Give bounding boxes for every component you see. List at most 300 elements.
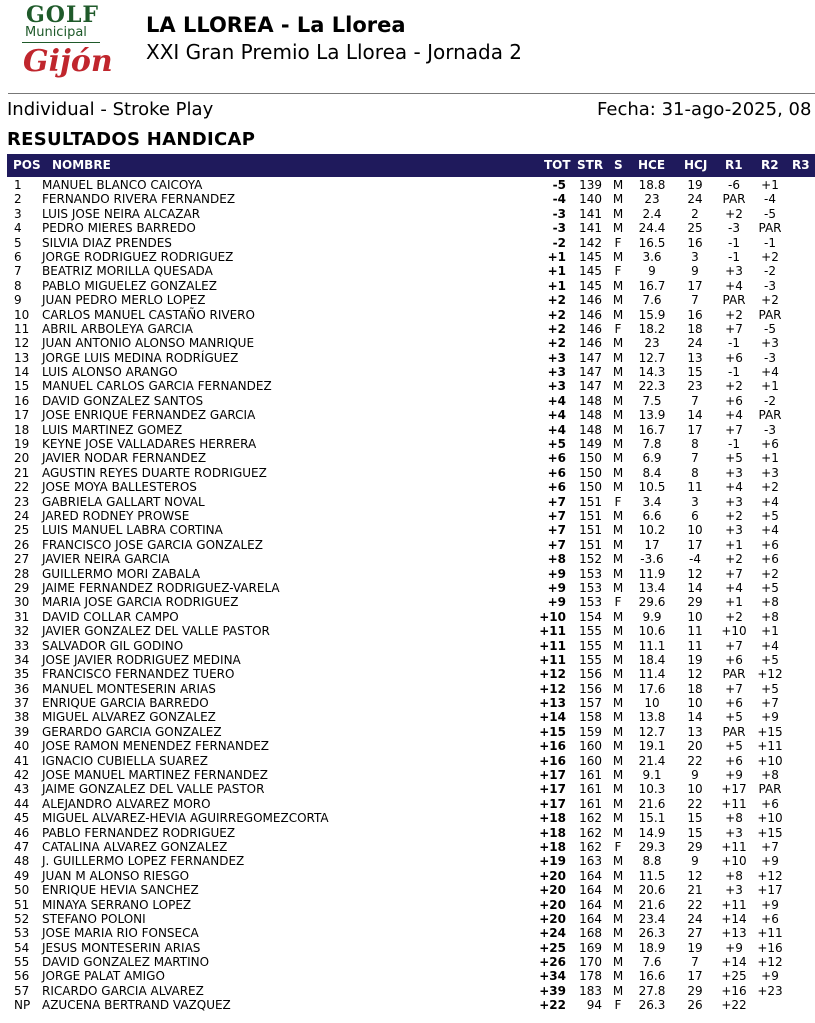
cell-hcj: 14 [687,710,703,725]
cell-hcj: 29 [687,839,703,854]
cell-r1: +22 [721,998,747,1013]
cell-pos: 22 [14,480,30,495]
cell-r2: -4 [764,192,776,207]
table-row [0,480,815,494]
cell-r1: +10 [721,854,747,869]
cell-pos: 53 [14,926,30,941]
table-row [0,768,815,782]
cell-r1: +2 [725,206,743,221]
table-row [0,466,815,480]
cell-s: M [612,350,624,365]
cell-tot: +3 [547,379,566,394]
cell-tot: +2 [547,307,566,322]
cell-hce: 10.5 [638,480,666,495]
cell-hcj: 12 [687,566,703,581]
cell-str: 150 [579,451,602,466]
cell-hcj: 19 [687,178,703,192]
cell-s: M [612,508,624,523]
cell-hce: 17.6 [638,681,666,696]
cell-hce: 15.9 [638,307,666,322]
cell-str: 153 [579,566,602,581]
cell-str: 145 [579,264,602,279]
cell-tot: +4 [547,393,566,408]
cell-name: MIGUEL ALVAREZ-HEVIA AGUIRREGOMEZCORTA [42,811,329,826]
cell-hcj: 19 [687,940,703,955]
table-row [0,969,815,983]
cell-pos: 48 [14,854,30,869]
cell-str: 162 [579,825,602,840]
cell-s: M [612,465,624,480]
cell-pos: 55 [14,955,30,970]
cell-tot: +7 [547,523,566,538]
cell-r1: +3 [725,264,743,279]
cell-hcj: 10 [687,523,703,538]
cell-hcj: 2 [691,206,699,221]
cell-s: M [612,537,624,552]
cell-s: M [612,624,624,639]
cell-tot: +39 [539,983,566,998]
table-row [0,495,815,509]
cell-hce: 21.6 [638,897,666,912]
cell-r2: +23 [757,983,783,998]
cell-hce: 22.3 [638,379,666,394]
cell-hcj: 16 [687,307,703,322]
cell-hce: 26.3 [638,998,666,1013]
cell-pos: 52 [14,911,30,926]
cell-name: LUIS ALONSO ARANGO [42,365,178,380]
cell-r2: +5 [761,580,779,595]
cell-hcj: 13 [687,350,703,365]
cell-r1: +16 [721,983,747,998]
cell-pos: 3 [14,206,22,221]
cell-r1: +2 [725,552,743,567]
cell-hcj: 9 [691,768,699,783]
cell-hcj: 24 [687,192,703,207]
cell-s: M [612,192,624,207]
cell-hce: 9.1 [642,768,662,783]
cell-tot: +2 [547,336,566,351]
cell-name: CATALINA ALVAREZ GONZALEZ [42,839,228,854]
cell-name: JUAN ANTONIO ALONSO MANRIQUE [42,336,255,351]
cell-tot: +1 [547,264,566,279]
cell-name: FERNANDO RIVERA FERNANDEZ [42,192,236,207]
cell-hcj: 10 [687,609,703,624]
cell-hcj: 22 [687,753,703,768]
cell-tot: +4 [547,408,566,423]
page-subtitle: XXI Gran Premio La Llorea - Jornada 2 [146,40,523,64]
cell-r2: +2 [761,293,779,308]
cell-hcj: 22 [687,796,703,811]
cell-name: JAVIER GONZALEZ DEL VALLE PASTOR [42,624,270,639]
cell-r1: +5 [725,451,743,466]
cell-r2: +4 [761,494,779,509]
cell-hce: 15.1 [638,811,666,826]
cell-pos: 18 [14,422,30,437]
cell-str: 162 [579,839,602,854]
cell-hce: 14.9 [638,825,666,840]
results-table-body [0,178,815,1013]
cell-pos: 17 [14,408,30,423]
cell-hce: 10.6 [638,624,666,639]
cell-tot: +7 [547,508,566,523]
cell-hce: 9 [648,264,656,279]
cell-hcj: 17 [687,278,703,293]
cell-r1: PAR [722,293,746,308]
cell-tot: +6 [547,451,566,466]
cell-pos: 31 [14,609,30,624]
cell-name: JORGE LUIS MEDINA RODRÍGUEZ [42,350,239,365]
cell-r1: +4 [725,278,743,293]
cell-s: M [612,609,624,624]
cell-r1: +6 [725,393,743,408]
cell-pos: NP [14,998,31,1013]
cell-hcj: 7 [691,451,699,466]
cell-s: M [612,437,624,452]
cell-pos: 37 [14,696,30,711]
cell-name: JAVIER NODAR FERNANDEZ [42,451,207,466]
cell-r2: +4 [761,638,779,653]
golf-municipal-gijon-logo [22,2,113,86]
cell-name: FRANCISCO FERNANDEZ TUERO [42,667,235,682]
cell-s: M [612,681,624,696]
cell-hcj: 7 [691,393,699,408]
table-row [0,351,815,365]
cell-str: 146 [579,336,602,351]
cell-pos: 34 [14,652,30,667]
logo-city-text: Gijón [23,44,113,79]
cell-s: M [612,638,624,653]
cell-hce: 6.6 [642,508,662,523]
cell-r1: +10 [721,624,747,639]
cell-r1: +8 [725,868,743,883]
cell-hcj: 3 [691,249,699,264]
cell-s: F [614,321,622,336]
cell-str: 146 [579,321,602,336]
col-r1: R1 [725,158,743,172]
cell-tot: +19 [539,854,566,869]
cell-hce: 16.5 [638,235,666,250]
cell-str: 162 [579,811,602,826]
cell-r2: +4 [761,523,779,538]
cell-pos: 10 [14,307,30,322]
cell-str: 151 [579,508,602,523]
cell-name: SALVADOR GIL GODINO [42,638,184,653]
cell-hcj: 24 [687,911,703,926]
cell-r1: PAR [722,192,746,207]
cell-r1: +13 [721,926,747,941]
cell-str: 152 [579,552,602,567]
page-title: LA LLOREA - La Llorea [146,13,406,37]
cell-name: PABLO FERNANDEZ RODRIGUEZ [42,825,236,840]
cell-str: 160 [579,753,602,768]
cell-tot: +10 [539,609,566,624]
cell-s: M [612,221,624,236]
cell-r1: +7 [725,566,743,581]
cell-str: 155 [579,652,602,667]
table-row [0,581,815,595]
cell-r1: +1 [725,595,743,610]
cell-hce: 3.4 [642,494,662,509]
cell-str: 148 [579,422,602,437]
cell-pos: 45 [14,811,30,826]
cell-str: 155 [579,638,602,653]
cell-hce: 8.8 [642,854,662,869]
cell-str: 147 [579,350,602,365]
cell-r1: +4 [725,580,743,595]
cell-str: 161 [579,768,602,783]
cell-pos: 32 [14,624,30,639]
cell-r1: +11 [721,897,747,912]
cell-name: JOSE ENRIQUE FERNANDEZ GARCIA [42,408,256,423]
cell-name: DAVID GONZALEZ MARTINO [42,955,210,970]
cell-tot: +6 [547,480,566,495]
cell-hce: 14.3 [638,365,666,380]
cell-str: 164 [579,883,602,898]
cell-r2: +9 [761,969,779,984]
cell-str: 145 [579,249,602,264]
cell-name: DAVID GONZALEZ SANTOS [42,393,204,408]
cell-name: MARIA JOSE GARCIA RODRIGUEZ [42,595,239,610]
cell-hcj: 7 [691,293,699,308]
cell-r2: +5 [761,652,779,667]
cell-s: M [612,523,624,538]
cell-hcj: 7 [691,955,699,970]
table-row [0,264,815,278]
cell-r2: -3 [764,278,776,293]
cell-r2: +17 [757,883,783,898]
cell-s: M [612,724,624,739]
cell-pos: 26 [14,537,30,552]
cell-r2: +10 [757,811,783,826]
cell-pos: 1 [14,178,22,192]
cell-hcj: 21 [687,883,703,898]
cell-name: MIGUEL ALVAREZ GONZALEZ [42,710,216,725]
cell-r2: -3 [764,350,776,365]
cell-hce: 27.8 [638,983,666,998]
cell-r2: +16 [757,940,783,955]
cell-hce: 13.9 [638,408,666,423]
cell-str: 141 [579,221,602,236]
cell-name: ENRIQUE GARCIA BARREDO [42,696,209,711]
table-row [0,221,815,235]
cell-r2: -1 [764,235,776,250]
cell-r2: +2 [761,480,779,495]
cell-hcj: 22 [687,897,703,912]
cell-s: M [612,422,624,437]
table-row [0,336,815,350]
cell-r2: +7 [761,839,779,854]
cell-str: 147 [579,379,602,394]
cell-pos: 40 [14,739,30,754]
cell-r1: +6 [725,753,743,768]
cell-tot: +18 [539,825,566,840]
cell-tot: +5 [547,437,566,452]
cell-r2: +8 [761,609,779,624]
cell-str: 146 [579,307,602,322]
cell-str: 147 [579,365,602,380]
cell-r2: +2 [761,249,779,264]
cell-name: LUIS JOSE NEIRA ALCAZAR [42,206,201,221]
cell-s: F [614,998,622,1013]
cell-pos: 46 [14,825,30,840]
cell-r1: +2 [725,609,743,624]
cell-name: FRANCISCO JOSE GARCIA GONZALEZ [42,537,263,552]
cell-s: M [612,480,624,495]
cell-hcj: 18 [687,681,703,696]
cell-r2: +11 [757,926,783,941]
cell-hcj: 10 [687,696,703,711]
cell-s: F [614,839,622,854]
table-row [0,754,815,768]
cell-name: GUILLERMO MORI ZABALA [42,566,201,581]
cell-hce: 10 [644,696,660,711]
table-row [0,682,815,696]
cell-r1: +7 [725,321,743,336]
table-row [0,379,815,393]
cell-hce: 9.9 [642,609,662,624]
cell-name: PEDRO MIERES BARREDO [42,221,196,236]
cell-r2: +1 [761,624,779,639]
cell-pos: 2 [14,192,22,207]
cell-r1: PAR [722,724,746,739]
table-row [0,739,815,753]
cell-str: 163 [579,854,602,869]
cell-r1: +1 [725,537,743,552]
cell-pos: 25 [14,523,30,538]
cell-name: JORGE RODRIGUEZ RODRIGUEZ [42,249,234,264]
table-row [0,696,815,710]
cell-hcj: 15 [687,365,703,380]
table-row [0,394,815,408]
cell-hcj: 19 [687,652,703,667]
table-row [0,610,815,624]
cell-hce: 7.5 [642,393,662,408]
cell-hce: 21.6 [638,796,666,811]
cell-str: 161 [579,796,602,811]
cell-pos: 44 [14,796,30,811]
cell-str: 156 [579,681,602,696]
cell-r2: PAR [758,221,782,236]
cell-pos: 49 [14,868,30,883]
cell-r2: +15 [757,825,783,840]
cell-hcj: 23 [687,379,703,394]
cell-hcj: 25 [687,221,703,236]
cell-s: M [612,883,624,898]
cell-hce: 16.7 [638,278,666,293]
cell-tot: -2 [552,235,566,250]
cell-hce: 12.7 [638,724,666,739]
cell-r1: +14 [721,955,747,970]
cell-r2: +9 [761,710,779,725]
cell-pos: 56 [14,969,30,984]
table-row [0,797,815,811]
cell-name: JOSE MANUEL MARTINEZ FERNANDEZ [42,768,268,783]
cell-tot: +25 [539,940,566,955]
cell-tot: +11 [539,638,566,653]
cell-s: M [612,336,624,351]
cell-name: STEFANO POLONI [42,911,146,926]
cell-hce: 10.2 [638,523,666,538]
col-pos: POS [13,158,41,172]
cell-s: M [612,451,624,466]
cell-tot: +8 [547,552,566,567]
cell-name: J. GUILLERMO LOPEZ FERNANDEZ [42,854,245,869]
table-row [0,552,815,566]
cell-str: 164 [579,897,602,912]
table-row [0,826,815,840]
cell-s: M [612,710,624,725]
cell-pos: 7 [14,264,22,279]
cell-str: 170 [579,955,602,970]
cell-r2: -2 [764,393,776,408]
cell-s: M [612,868,624,883]
logo-municipal-text: Municipal [25,25,87,40]
table-row [0,595,815,609]
cell-pos: 21 [14,465,30,480]
header-divider [8,93,815,94]
cell-tot: +16 [539,739,566,754]
cell-tot: +22 [539,998,566,1013]
col-tot: TOT [544,158,571,172]
cell-r2: +8 [761,768,779,783]
table-row [0,941,815,955]
cell-tot: +20 [539,911,566,926]
cell-r1: +5 [725,739,743,754]
table-row [0,451,815,465]
cell-pos: 14 [14,365,30,380]
cell-tot: +20 [539,868,566,883]
cell-hce: 7.6 [642,293,662,308]
cell-r2: +12 [757,667,783,682]
cell-tot: +20 [539,883,566,898]
cell-hcj: 29 [687,983,703,998]
cell-hcj: 11 [687,638,703,653]
cell-hcj: -4 [689,552,701,567]
cell-r1: +6 [725,652,743,667]
cell-r2: -5 [764,321,776,336]
cell-r2: +1 [761,379,779,394]
cell-r1: +2 [725,379,743,394]
table-row [0,178,815,192]
cell-hcj: 13 [687,724,703,739]
cell-tot: +4 [547,422,566,437]
cell-hcj: 14 [687,408,703,423]
cell-str: 149 [579,437,602,452]
cell-str: 151 [579,537,602,552]
col-hcj: HCJ [684,158,708,172]
cell-tot: +15 [539,724,566,739]
cell-name: ALEJANDRO ALVAREZ MORO [42,796,211,811]
cell-pos: 57 [14,983,30,998]
cell-pos: 38 [14,710,30,725]
cell-s: M [612,552,624,567]
cell-s: M [612,825,624,840]
cell-r2: -2 [764,264,776,279]
cell-pos: 47 [14,839,30,854]
cell-pos: 36 [14,681,30,696]
cell-r2: -5 [764,206,776,221]
cell-hcj: 3 [691,494,699,509]
cell-name: JOSE JAVIER RODRIGUEZ MEDINA [42,652,241,667]
cell-name: PABLO MIGUELEZ GONZALEZ [42,278,217,293]
cell-s: M [612,955,624,970]
cell-pos: 41 [14,753,30,768]
logo-divider [22,42,100,43]
cell-name: JOSE MOYA BALLESTEROS [42,480,197,495]
table-row [0,725,815,739]
cell-pos: 51 [14,897,30,912]
cell-tot: +9 [547,595,566,610]
